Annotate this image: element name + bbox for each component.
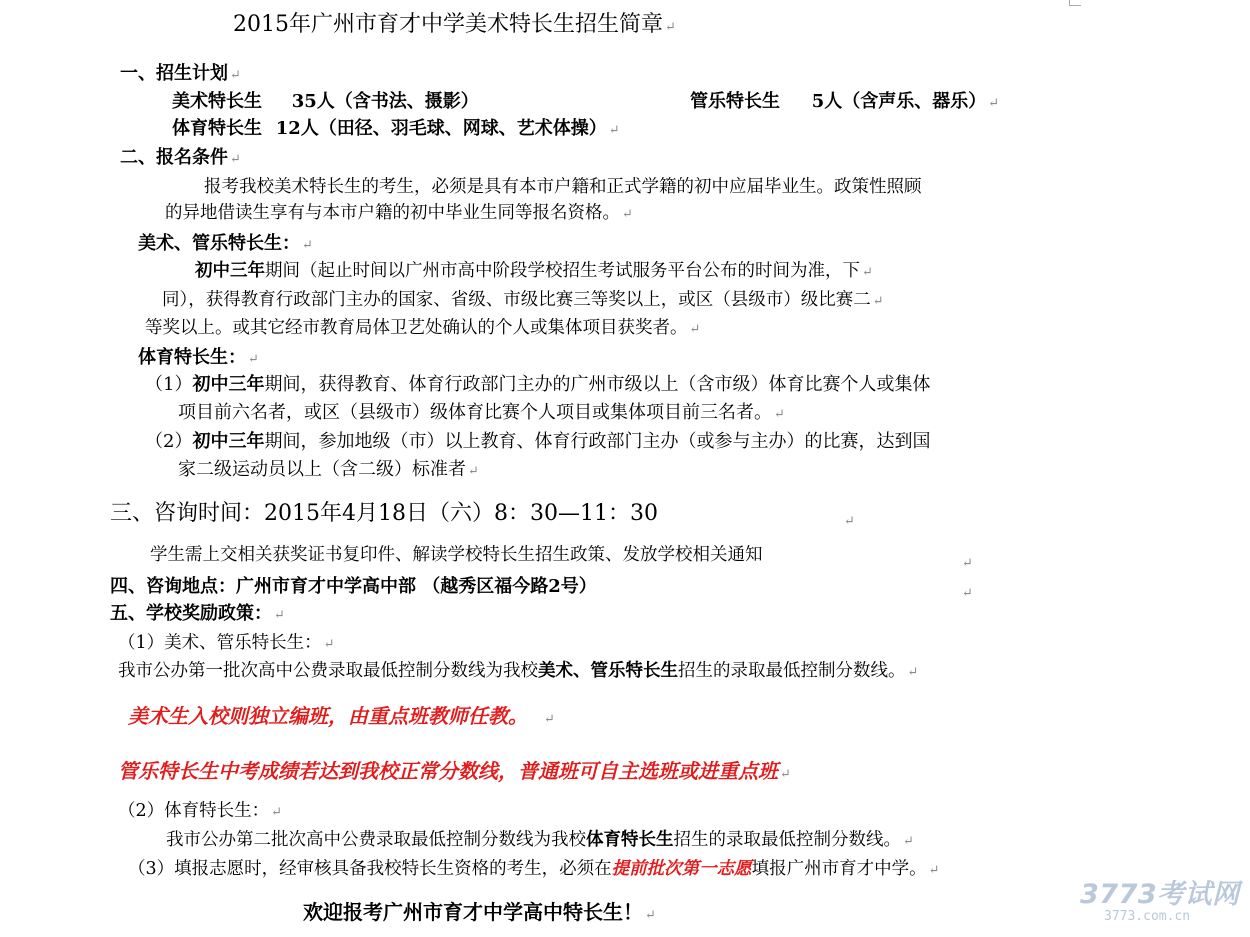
text: 美术生入校则独立编班，由重点班教师任教。 bbox=[128, 704, 528, 728]
item-number: （1） bbox=[145, 374, 193, 395]
document-title bbox=[233, 12, 676, 38]
red-note-1 bbox=[128, 704, 555, 728]
text: 招生的录取最低控制分数线。 bbox=[678, 661, 906, 681]
text: 报考我校美术特长生的考生，必须是具有本市户籍和正式学籍的初中应届毕业生。政策性照顾 bbox=[204, 177, 922, 197]
bold-text: 初中三年 bbox=[192, 431, 265, 452]
watermark-logo-text: 3773考试网 bbox=[1080, 879, 1240, 910]
art-music-heading bbox=[138, 233, 313, 255]
paragraph-mark: ↵ bbox=[230, 152, 241, 167]
sport-item2-line1 bbox=[145, 431, 930, 453]
reward-item2-heading bbox=[118, 801, 282, 822]
reward-item1-text bbox=[118, 661, 918, 682]
text: （2）体育特长生： bbox=[118, 801, 270, 821]
paragraph-mark: ↵ bbox=[844, 514, 855, 529]
text: 欢迎报考广州市育才中学高中特长生！ bbox=[303, 900, 643, 924]
paragraph-mark-3 bbox=[842, 510, 855, 530]
text: （3）填报志愿时，经审核具备我校特长生资格的考生，必须在 bbox=[128, 859, 612, 879]
text: 期间，参加地级（市）以上教育、体育行政部门主办（或参与主办）的比赛，达到国 bbox=[264, 431, 931, 452]
paragraph-mark: ↵ bbox=[302, 238, 313, 253]
paragraph-mark: ↵ bbox=[622, 207, 633, 222]
text: 家二级运动员以上（含二级）标准者 bbox=[178, 459, 466, 480]
paragraph-mark: ↵ bbox=[665, 20, 676, 35]
consult-note bbox=[150, 545, 763, 566]
paragraph-mark: ↵ bbox=[988, 96, 1000, 111]
text: 等奖以上。或其它经市教育局体卫艺处确认的个人或集体项目获奖者。 bbox=[145, 318, 688, 338]
highlight-text: 提前批次第一志愿 bbox=[611, 859, 752, 879]
text: 我市公办第一批次高中公费录取最低控制分数线为我校 bbox=[118, 661, 538, 681]
heading-text: 三、咨询时间：2015年4月18日（六）8：30—11：30 bbox=[110, 501, 658, 526]
heading-text: 二、报名条件 bbox=[120, 147, 228, 168]
art-music-line1 bbox=[195, 261, 873, 282]
paragraph-mark: ↵ bbox=[862, 265, 873, 280]
quota-value: 35人（含书法、摄影） bbox=[291, 91, 479, 112]
art-music-line2 bbox=[162, 290, 884, 311]
eligibility-text-line2 bbox=[165, 203, 633, 224]
bold-text: 初中三年 bbox=[192, 374, 265, 395]
paragraph-mark: ↵ bbox=[230, 68, 241, 83]
text: 美术、管乐特长生： bbox=[138, 233, 300, 254]
sport-item1-line1 bbox=[145, 374, 930, 396]
paragraph-mark: ↵ bbox=[928, 863, 940, 878]
text: （1）美术、管乐特长生： bbox=[118, 633, 322, 653]
paragraph-mark-3b bbox=[960, 552, 973, 572]
bold-text: 初中三年 bbox=[195, 261, 265, 281]
text: 招生的录取最低控制分数线。 bbox=[673, 830, 901, 850]
text: 期间（起止时间以广州市高中阶段学校招生考试服务平台公布的时间为准，下 bbox=[265, 261, 860, 281]
quota-value: 12人（田径、羽毛球、网球、艺术体操） bbox=[275, 118, 607, 139]
paragraph-mark: ↵ bbox=[872, 294, 884, 309]
quota-label: 美术特长生 bbox=[172, 91, 262, 112]
sport-heading bbox=[138, 347, 259, 369]
item-number: （2） bbox=[145, 431, 193, 452]
reward-item2-text bbox=[166, 830, 914, 851]
text: 我市公办第二批次高中公费录取最低控制分数线为我校 bbox=[166, 830, 586, 850]
quota-sport bbox=[172, 118, 620, 140]
quota-art bbox=[172, 91, 479, 113]
section-heading-5 bbox=[110, 603, 285, 625]
site-watermark bbox=[1080, 872, 1245, 934]
text: 填报广州市育才中学。 bbox=[751, 859, 927, 879]
paragraph-mark: ↵ bbox=[907, 665, 919, 680]
paragraph-mark: ↵ bbox=[645, 908, 656, 923]
bold-text: 体育特长生 bbox=[586, 830, 674, 850]
paragraph-mark: ↵ bbox=[468, 464, 479, 479]
sport-item1-line2 bbox=[178, 402, 785, 424]
section-heading-3 bbox=[110, 501, 658, 527]
text: 期间，获得教育、体育行政部门主办的广州市级以上（含市级）体育比赛个人或集体 bbox=[264, 374, 931, 395]
paragraph-mark: ↵ bbox=[274, 608, 285, 623]
heading-text: 一、招生计划 bbox=[120, 63, 228, 84]
text: 体育特长生： bbox=[138, 347, 246, 368]
paragraph-mark: ↵ bbox=[608, 123, 620, 138]
text: 管乐特长生中考成绩若达到我校正常分数线，普通班可自主选班或进重点班 bbox=[118, 759, 778, 783]
paragraph-mark: ↵ bbox=[962, 586, 973, 601]
paragraph-mark: ↵ bbox=[962, 556, 973, 571]
heading-text: 四、咨询地点：广州市育才中学高中部 （越秀区福今路2号） bbox=[110, 576, 597, 597]
paragraph-mark: ↵ bbox=[544, 712, 555, 727]
text: 项目前六名者，或区（县级市）级体育比赛个人项目或集体项目前三名者。 bbox=[178, 402, 772, 423]
paragraph-mark: ↵ bbox=[271, 805, 283, 820]
section-heading-2 bbox=[120, 147, 241, 169]
quota-label: 管乐特长生 bbox=[690, 91, 780, 112]
bold-text: 美术、管乐特长生 bbox=[538, 661, 678, 681]
page-corner-mark bbox=[1069, 0, 1081, 6]
paragraph-mark: ↵ bbox=[689, 322, 701, 337]
sport-item2-line2 bbox=[178, 459, 479, 481]
quota-value: 5人（含声乐、器乐） bbox=[811, 91, 987, 112]
paragraph-mark: ↵ bbox=[774, 407, 785, 422]
paragraph-mark: ↵ bbox=[903, 834, 914, 849]
section-heading-1 bbox=[120, 63, 241, 85]
text: 同），获得教育行政部门主办的国家、省级、市级比赛三等奖以上，或区（县级市）级比赛二 bbox=[162, 290, 871, 310]
paragraph-mark: ↵ bbox=[780, 767, 791, 782]
heading-text: 五、学校奖励政策： bbox=[110, 603, 272, 624]
reward-item1-heading bbox=[118, 633, 335, 654]
text: 的异地借读生享有与本市户籍的初中毕业生同等报名资格。 bbox=[165, 203, 620, 223]
reward-item3-text bbox=[128, 859, 940, 880]
title-text: 2015年广州市育才中学美术特长生招生简章 bbox=[233, 12, 663, 37]
paragraph-mark-4 bbox=[960, 582, 973, 602]
art-music-line3 bbox=[145, 318, 700, 339]
eligibility-text-line1 bbox=[204, 177, 922, 198]
quota-label: 体育特长生 bbox=[172, 118, 262, 139]
closing-line bbox=[303, 900, 656, 924]
paragraph-mark: ↵ bbox=[323, 637, 335, 652]
section-heading-4 bbox=[110, 576, 597, 598]
watermark-url: 3773.com.cn bbox=[1104, 909, 1191, 924]
quota-music bbox=[690, 91, 999, 113]
text: 学生需上交相关获奖证书复印件、解读学校特长生招生政策、发放学校相关通知 bbox=[150, 545, 763, 565]
red-note-2 bbox=[118, 759, 791, 783]
paragraph-mark: ↵ bbox=[248, 352, 259, 367]
